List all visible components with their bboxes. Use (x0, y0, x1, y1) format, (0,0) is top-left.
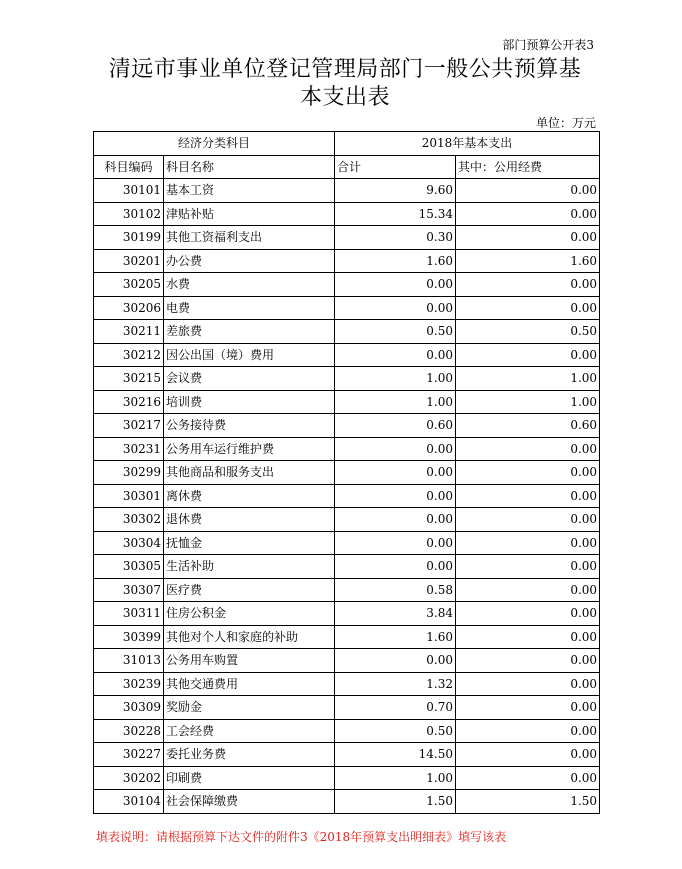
row-name: 其他对个人和家庭的补助 (164, 625, 335, 649)
table-row (94, 649, 600, 673)
row-total: 0.00 (335, 508, 456, 532)
row-public-funds: 0.00 (456, 743, 600, 767)
table-row (94, 343, 600, 367)
table-row (94, 390, 600, 414)
table-row (94, 226, 600, 250)
header-economic-category: 经济分类科目 (94, 132, 335, 156)
table-row (94, 696, 600, 720)
header-name: 科目名称 (164, 155, 335, 179)
row-name: 因公出国（境）费用 (164, 343, 335, 367)
row-code: 30202 (94, 766, 164, 790)
table-row (94, 273, 600, 297)
row-total: 0.00 (335, 437, 456, 461)
row-total: 14.50 (335, 743, 456, 767)
row-total: 1.50 (335, 790, 456, 814)
row-public-funds: 0.50 (456, 320, 600, 344)
row-total: 0.70 (335, 696, 456, 720)
row-code: 30309 (94, 696, 164, 720)
row-public-funds: 0.00 (456, 437, 600, 461)
row-code: 30211 (94, 320, 164, 344)
row-code: 30307 (94, 578, 164, 602)
table-row (94, 179, 600, 203)
row-public-funds: 0.00 (456, 202, 600, 226)
table-row (94, 578, 600, 602)
row-name: 津贴补贴 (164, 202, 335, 226)
row-total: 0.00 (335, 461, 456, 485)
table-row (94, 249, 600, 273)
row-public-funds: 1.50 (456, 790, 600, 814)
row-public-funds: 0.00 (456, 484, 600, 508)
row-name: 住房公积金 (164, 602, 335, 626)
row-code: 30304 (94, 531, 164, 555)
row-code: 30301 (94, 484, 164, 508)
row-name: 其他工资福利支出 (164, 226, 335, 250)
row-total: 1.60 (335, 249, 456, 273)
row-total: 0.50 (335, 320, 456, 344)
row-public-funds: 0.00 (456, 696, 600, 720)
row-total: 0.00 (335, 296, 456, 320)
row-public-funds: 0.00 (456, 296, 600, 320)
row-code: 30299 (94, 461, 164, 485)
table-row (94, 625, 600, 649)
row-public-funds: 0.00 (456, 602, 600, 626)
row-name: 水费 (164, 273, 335, 297)
row-code: 30205 (94, 273, 164, 297)
row-total: 0.00 (335, 555, 456, 579)
row-name: 其他交通费用 (164, 672, 335, 696)
row-name: 离休费 (164, 484, 335, 508)
row-public-funds: 0.00 (456, 343, 600, 367)
row-public-funds: 0.00 (456, 649, 600, 673)
row-code: 30215 (94, 367, 164, 391)
table-row (94, 202, 600, 226)
row-name: 生活补助 (164, 555, 335, 579)
header-basic-expenditure: 2018年基本支出 (335, 132, 600, 156)
row-total: 0.58 (335, 578, 456, 602)
table-row (94, 367, 600, 391)
row-name: 委托业务费 (164, 743, 335, 767)
row-name: 奖励金 (164, 696, 335, 720)
row-total: 1.00 (335, 390, 456, 414)
row-code: 30104 (94, 790, 164, 814)
table-row (94, 743, 600, 767)
row-name: 印刷费 (164, 766, 335, 790)
row-code: 30102 (94, 202, 164, 226)
row-code: 30216 (94, 390, 164, 414)
row-name: 会议费 (164, 367, 335, 391)
row-name: 公务用车运行维护费 (164, 437, 335, 461)
row-code: 30227 (94, 743, 164, 767)
table-row (94, 719, 600, 743)
row-code: 30101 (94, 179, 164, 203)
row-code: 30305 (94, 555, 164, 579)
row-public-funds: 0.00 (456, 672, 600, 696)
header-public-funds: 其中：公用经费 (456, 155, 600, 179)
table-row (94, 766, 600, 790)
row-name: 办公费 (164, 249, 335, 273)
row-code: 30212 (94, 343, 164, 367)
page-title (90, 56, 600, 112)
table-row (94, 461, 600, 485)
document-number: 部门预算公开表3 (502, 38, 594, 52)
table-row (94, 437, 600, 461)
row-public-funds: 0.00 (456, 555, 600, 579)
row-public-funds: 1.00 (456, 390, 600, 414)
header-column-row (94, 155, 600, 179)
table-row (94, 484, 600, 508)
row-public-funds: 0.60 (456, 414, 600, 438)
row-name: 差旅费 (164, 320, 335, 344)
row-name: 其他商品和服务支出 (164, 461, 335, 485)
header-total: 合计 (335, 155, 456, 179)
row-name: 公务用车购置 (164, 649, 335, 673)
row-total: 1.32 (335, 672, 456, 696)
row-public-funds: 0.00 (456, 719, 600, 743)
row-name: 电费 (164, 296, 335, 320)
row-name: 退休费 (164, 508, 335, 532)
unit-label: 单位：万元 (535, 116, 596, 130)
row-name: 公务接待费 (164, 414, 335, 438)
table-row (94, 531, 600, 555)
row-public-funds: 0.00 (456, 461, 600, 485)
row-code: 30311 (94, 602, 164, 626)
row-name: 抚恤金 (164, 531, 335, 555)
table-row (94, 296, 600, 320)
header-group-row (94, 132, 600, 156)
row-code: 30217 (94, 414, 164, 438)
row-total: 15.34 (335, 202, 456, 226)
row-total: 1.00 (335, 766, 456, 790)
row-public-funds: 0.00 (456, 508, 600, 532)
row-total: 3.84 (335, 602, 456, 626)
row-code: 30231 (94, 437, 164, 461)
row-total: 0.50 (335, 719, 456, 743)
row-code: 30399 (94, 625, 164, 649)
table-row (94, 790, 600, 814)
table-row (94, 508, 600, 532)
row-name: 培训费 (164, 390, 335, 414)
header-code: 科目编码 (94, 155, 164, 179)
row-public-funds: 0.00 (456, 625, 600, 649)
budget-table (93, 131, 600, 814)
row-total: 1.00 (335, 367, 456, 391)
row-code: 30228 (94, 719, 164, 743)
row-code: 30239 (94, 672, 164, 696)
fill-instructions-note: 填表说明：请根据预算下达文件的附件3《2018年预算支出明细表》填写该表 (96, 830, 507, 844)
row-code: 30302 (94, 508, 164, 532)
row-public-funds: 0.00 (456, 578, 600, 602)
row-public-funds: 0.00 (456, 226, 600, 250)
row-total: 0.00 (335, 273, 456, 297)
row-total: 0.30 (335, 226, 456, 250)
table-row (94, 414, 600, 438)
row-name: 医疗费 (164, 578, 335, 602)
row-code: 30206 (94, 296, 164, 320)
row-public-funds: 0.00 (456, 179, 600, 203)
row-total: 0.60 (335, 414, 456, 438)
row-total: 0.00 (335, 343, 456, 367)
row-code: 31013 (94, 649, 164, 673)
row-code: 30201 (94, 249, 164, 273)
title-line-1: 清远市事业单位登记管理局部门一般公共预算基 (108, 57, 582, 82)
row-public-funds: 0.00 (456, 766, 600, 790)
row-name: 社会保障缴费 (164, 790, 335, 814)
row-total: 9.60 (335, 179, 456, 203)
row-public-funds: 1.00 (456, 367, 600, 391)
table-row (94, 672, 600, 696)
table-row (94, 555, 600, 579)
row-total: 0.00 (335, 484, 456, 508)
row-total: 0.00 (335, 531, 456, 555)
row-total: 1.60 (335, 625, 456, 649)
row-public-funds: 1.60 (456, 249, 600, 273)
row-public-funds: 0.00 (456, 273, 600, 297)
row-name: 工会经费 (164, 719, 335, 743)
row-public-funds: 0.00 (456, 531, 600, 555)
title-line-2: 本支出表 (299, 85, 390, 110)
row-name: 基本工资 (164, 179, 335, 203)
table-row (94, 320, 600, 344)
row-total: 0.00 (335, 649, 456, 673)
table-row (94, 602, 600, 626)
row-code: 30199 (94, 226, 164, 250)
